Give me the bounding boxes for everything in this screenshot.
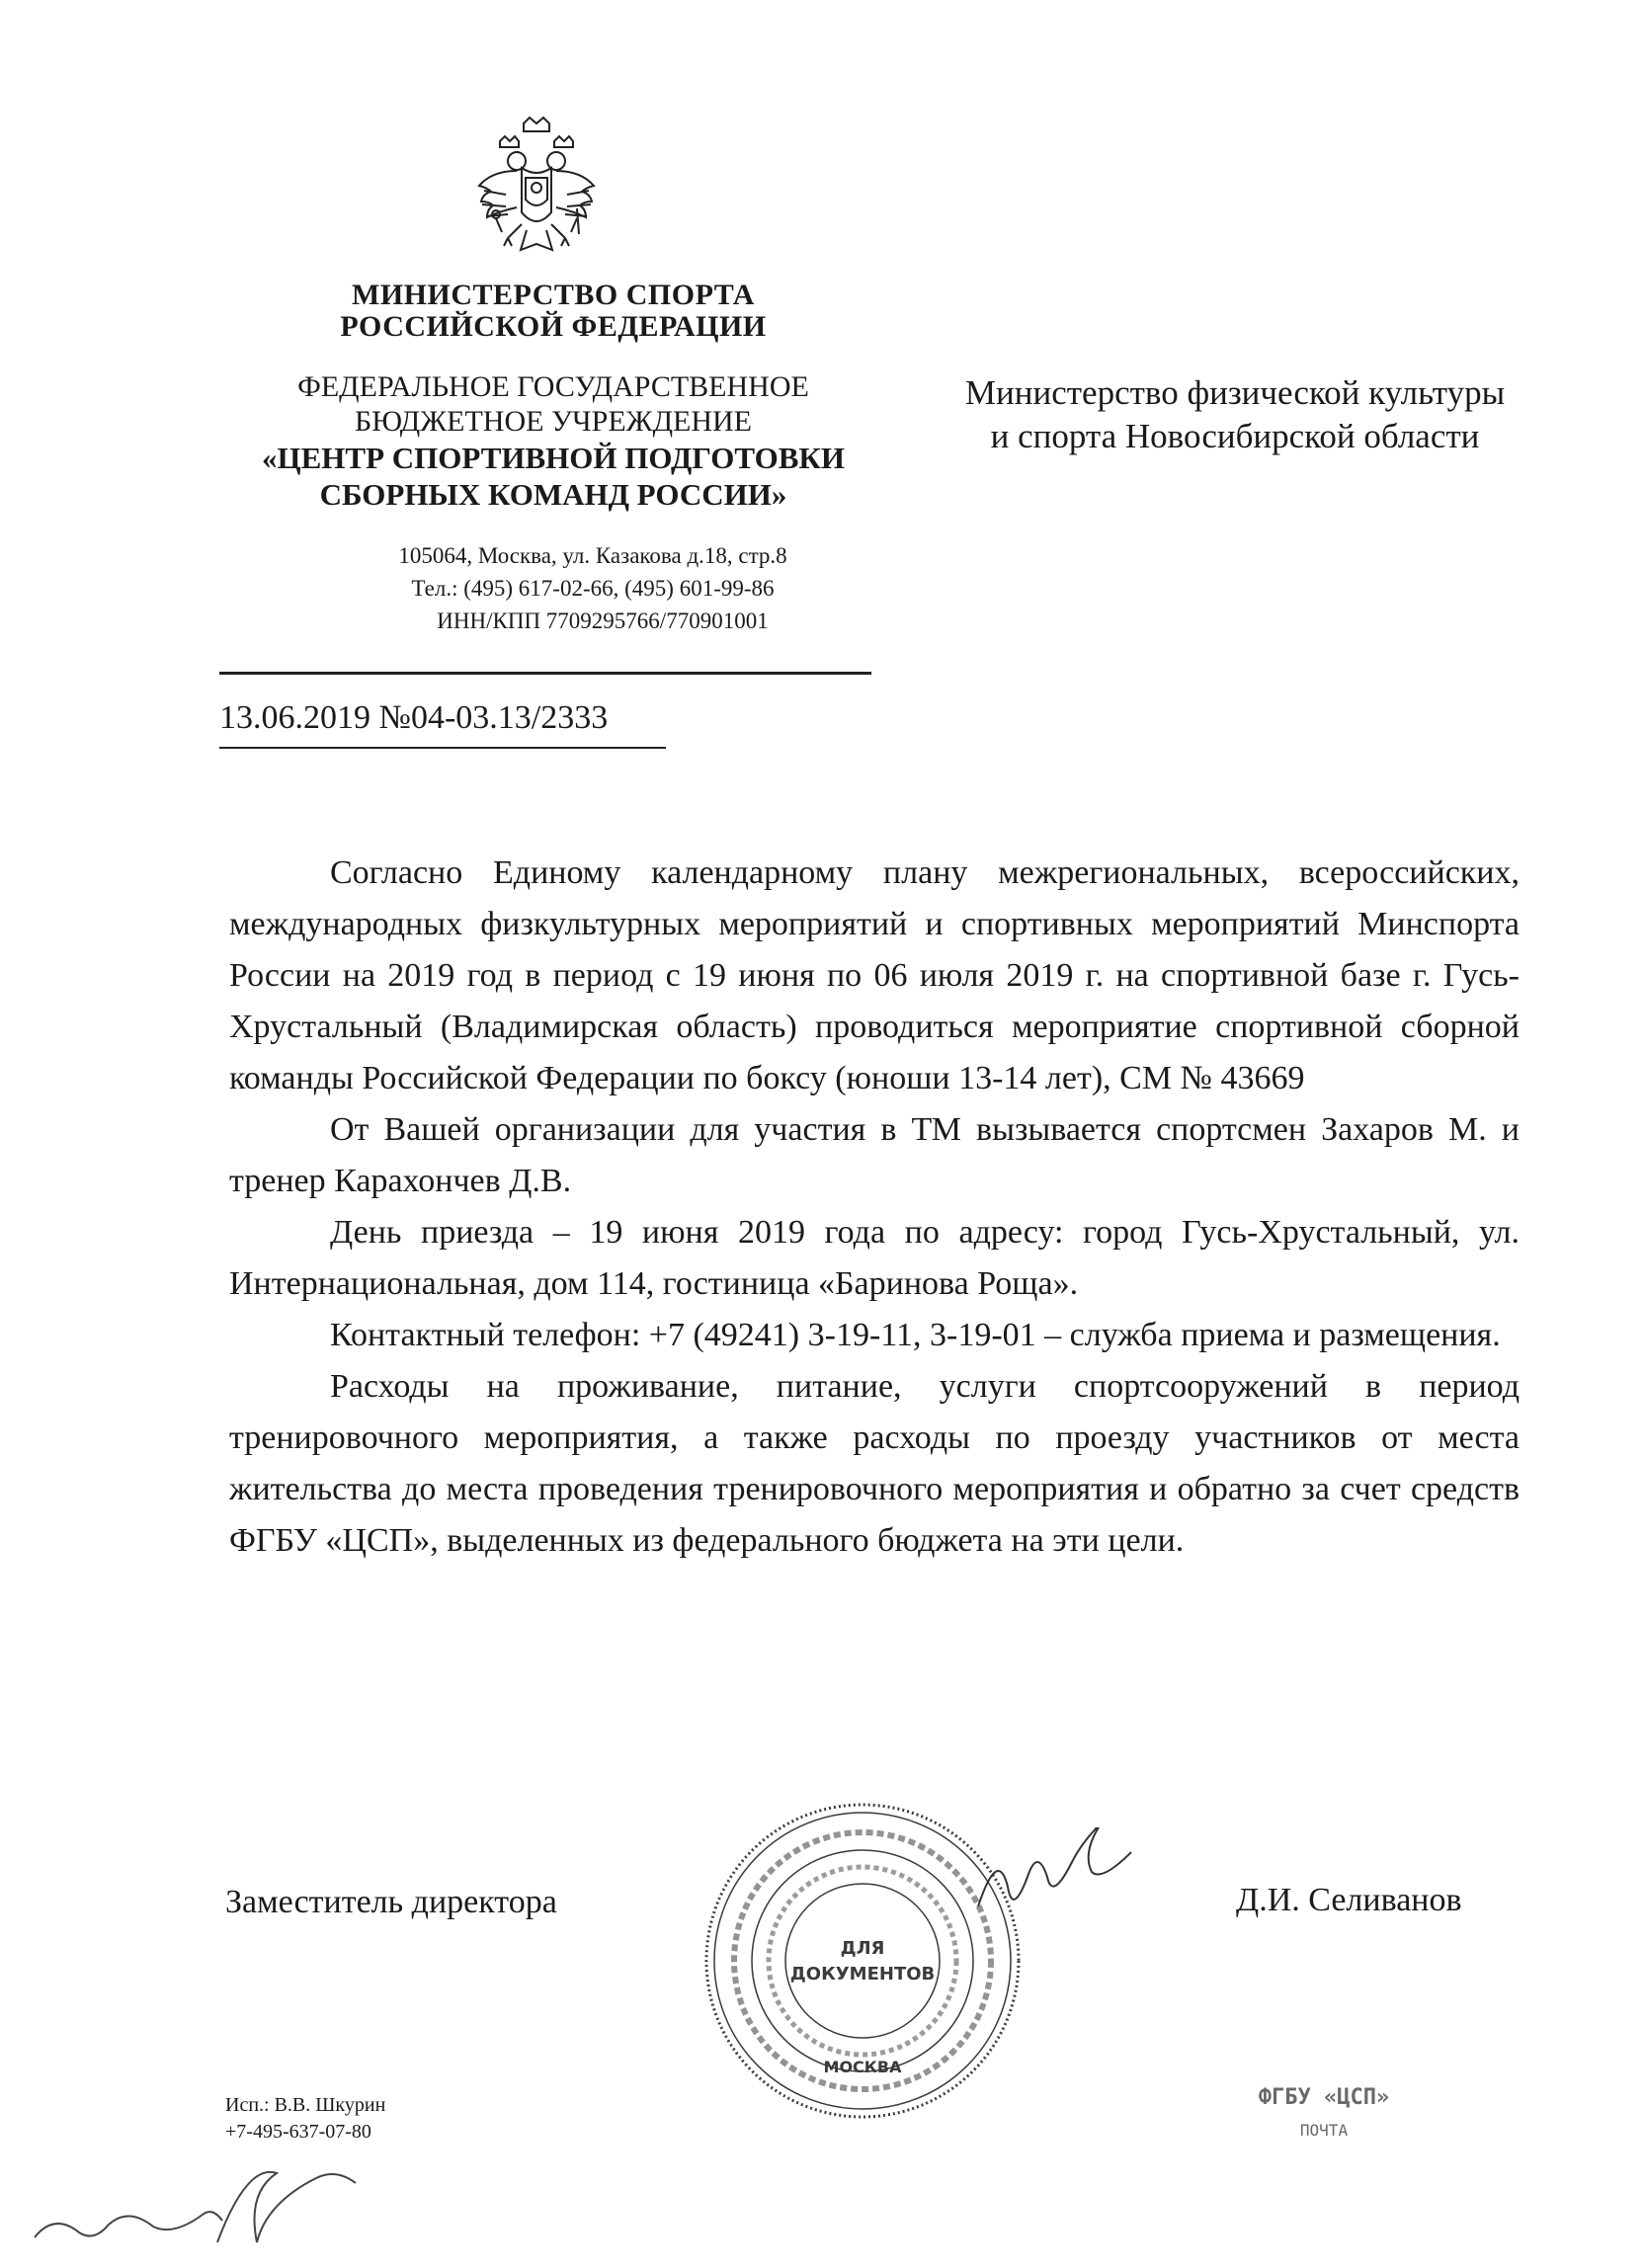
sender-phone: Тел.: (495) 617-02-66, (495) 601-99-86: [411, 576, 775, 601]
addressee-line1: Министерство физической культуры: [964, 373, 1506, 412]
sender-inn: ИНН/КПП 7709295766/770901001: [437, 608, 769, 633]
mail-mark-line1: ФГБУ «ЦСП»: [1258, 2085, 1390, 2110]
addressee-line2: и спорта Новосибирской области: [990, 417, 1480, 455]
sender-address: 105064, Москва, ул. Казакова д.18, стр.8: [398, 543, 787, 568]
signatory-name: Д.И. Селиванов: [1236, 1882, 1462, 1918]
letter-body: [229, 848, 1520, 1567]
signatory-role: Заместитель директора: [225, 1884, 557, 1920]
ministry-name-line2: РОССИЙСКОЙ ФЕДЕРАЦИИ: [340, 310, 767, 343]
paragraph-3: День приезда – 19 июня 2019 года по адресу: город Гусь-Хрустальный, ул. Интернациональная, дом 114, гостиница «Баринова Роща».: [229, 1214, 1520, 1302]
paragraph-4: Контактный телефон: +7 (49241) 3-19-11, 3-19-01 – служба приема и размещения.: [330, 1317, 1501, 1353]
director-signature: [968, 1827, 1136, 1946]
coat-of-arms-icon: [472, 114, 601, 270]
institution-line2: БЮДЖЕТНОЕ УЧРЕЖДЕНИЕ: [354, 405, 753, 438]
handwritten-signature: [20, 2148, 415, 2257]
mail-registration-mark: [1205, 2074, 1433, 2153]
executor-phone: +7-495-637-07-80: [225, 2121, 371, 2143]
seal-center-line2: ДОКУМЕНТОВ: [789, 1964, 936, 1984]
institution-line1: ФЕДЕРАЛЬНОЕ ГОСУДАРСТВЕННОЕ: [297, 370, 809, 403]
document-reference: 13.06.2019 №04-03.13/2333: [219, 699, 609, 736]
mail-mark-line2: ПОЧТА: [1299, 2121, 1349, 2140]
seal-center-line1: ДЛЯ: [840, 1938, 885, 1959]
institution-line4: СБОРНЫХ КОМАНД РОССИИ»: [319, 477, 787, 512]
seal-bottom-text: МОСКВА: [823, 2058, 902, 2076]
paragraph-1: Согласно Единому календарному плану межрегиональных, всероссийских, международных физкультурных мероприятий и спортивных мероприятий Минспорта России на 2019 год в период с 19 июня по 06 июля 2019 г. на спортивной базе г. Гусь-Хрустальный (Владимирская область) проводиться мероприятие спортивной сборной команды Российской Федерации по боксу (юноши 13-14 лет), СМ № 43669: [229, 854, 1520, 1096]
document-reference-underline: [219, 747, 666, 749]
paragraph-2: От Вашей организации для участия в ТМ вызывается спортсмен Захаров М. и тренер Карахончев Д.В.: [229, 1111, 1520, 1199]
paragraph-5: Расходы на проживание, питание, услуги спортсооружений в период тренировочного мероприятия, а также расходы по проезду участников от места жительства до места проведения тренировочного мероприятия и обратно за счет средств ФГБУ «ЦСП», выделенных из федерального бюджета на эти цели.: [229, 1368, 1520, 1559]
ministry-name-line1: МИНИСТЕРСТВО СПОРТА: [352, 279, 755, 311]
header-divider: [219, 672, 871, 675]
executor-name: Исп.: В.В. Шкурин: [225, 2094, 386, 2116]
institution-line3: «ЦЕНТР СПОРТИВНОЙ ПОДГОТОВКИ: [262, 441, 845, 475]
